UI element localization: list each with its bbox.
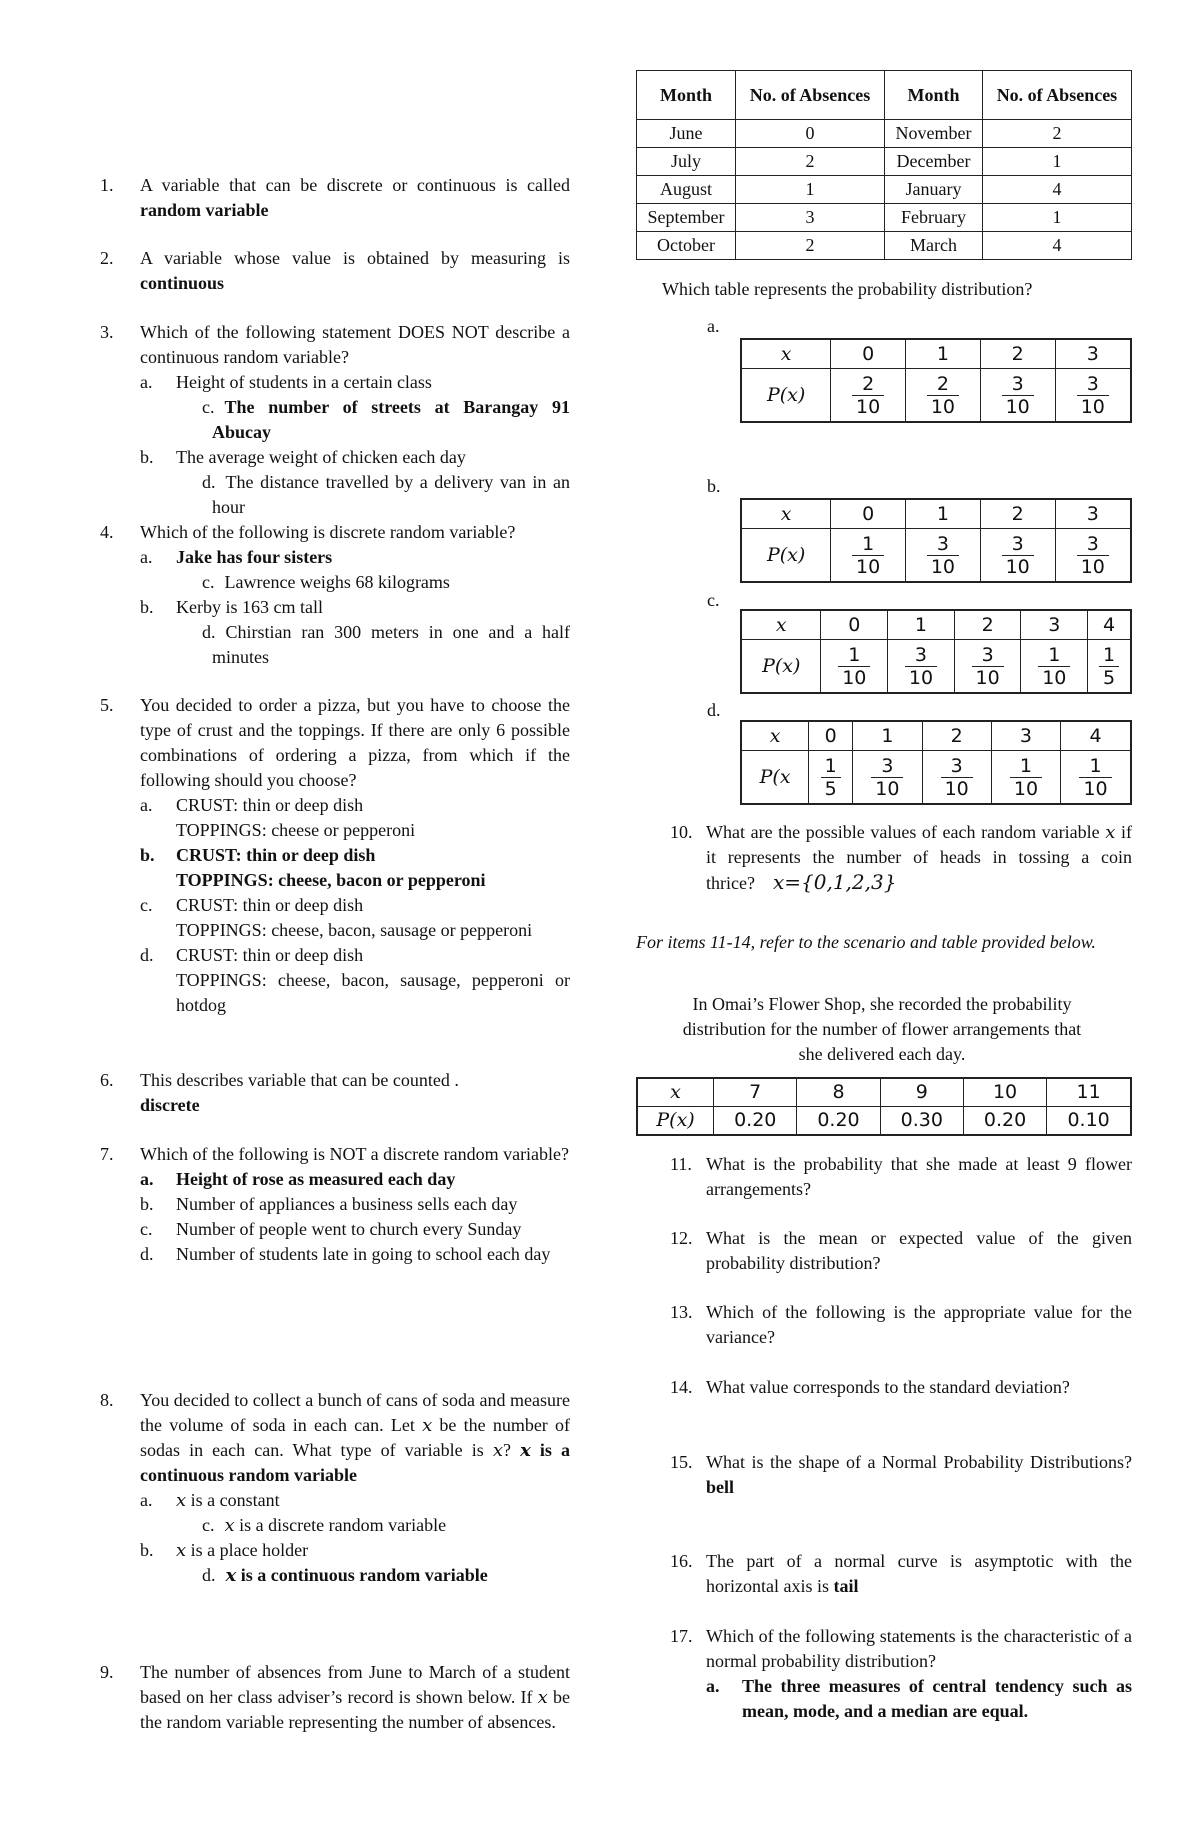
question-text: You decided to order a pizza, but you have to choose the type of crust and the toppings. If there are only 6 possible combinations of ordering a pizza, from which if the following should you choose? bbox=[140, 695, 570, 790]
probability-value: 0.10 bbox=[1047, 1107, 1131, 1136]
question-number: 2. bbox=[100, 248, 114, 268]
numerator: 1 bbox=[838, 644, 870, 667]
question-15: 15. What is the shape of a Normal Probability Distributions? bell bbox=[670, 1452, 1132, 1497]
question-5 bbox=[100, 693, 570, 1018]
option-a: a. Height of students in a certain class bbox=[140, 372, 432, 392]
numerator: 1 bbox=[1099, 644, 1119, 667]
x-row bbox=[637, 1078, 1131, 1107]
question-text: What value corresponds to the standard deviation? bbox=[706, 1377, 1070, 1397]
question-8 bbox=[100, 1388, 570, 1588]
option-a: a. x is a constant bbox=[140, 1490, 280, 1511]
question-3 bbox=[100, 320, 570, 520]
month-cell: August bbox=[637, 176, 736, 204]
question-text: Which of the following is NOT a discrete random variable? bbox=[140, 1144, 570, 1164]
option-b-label: b. bbox=[707, 476, 721, 496]
question-text: Which of the following statements is the characteristic of a normal probability distribution? bbox=[706, 1626, 1132, 1671]
question-10: 10. What are the possible values of each random variable x if it represents the number of heads in tossing a coin thrice? x={0,1,2,3} bbox=[670, 822, 1133, 894]
probability-row bbox=[741, 529, 1131, 583]
absences-row bbox=[637, 232, 1132, 260]
fraction bbox=[927, 533, 959, 578]
numerator: 3 bbox=[871, 755, 903, 778]
flower-distribution-table bbox=[636, 1077, 1132, 1136]
probability-value bbox=[906, 529, 981, 583]
px-label: P(x bbox=[759, 765, 791, 788]
option-a: a. Height of rose as measured each day bbox=[140, 1169, 456, 1189]
option-d: d. The distance travelled by a delivery van in an hour bbox=[202, 472, 570, 517]
question-text: The part of a normal curve is asymptotic with the horizontal axis is bbox=[706, 1551, 1132, 1596]
option-a: a. CRUST: thin or deep dish TOPPINGS: cheese or pepperoni bbox=[140, 795, 416, 840]
fraction bbox=[852, 373, 884, 418]
option-b: b. CRUST: thin or deep dish TOPPINGS: cheese, bacon or pepperoni bbox=[140, 845, 486, 890]
question-text: A variable that can be discrete or continuous is called bbox=[140, 175, 570, 195]
absences-cell: 3 bbox=[735, 204, 884, 232]
fraction bbox=[838, 644, 870, 689]
probability-value bbox=[821, 640, 888, 694]
x-label: x bbox=[775, 613, 787, 636]
question-number: 3. bbox=[100, 322, 114, 342]
question-9: 9. The number of absences from June to March of a student based on her class adviser’s record is shown below. If x be the random variable representing the number of absences. bbox=[100, 1662, 570, 1732]
numerator: 3 bbox=[1077, 373, 1109, 396]
x-value: 11 bbox=[1047, 1078, 1131, 1107]
fraction bbox=[1038, 644, 1070, 689]
denominator: 10 bbox=[975, 666, 1000, 689]
x-value: 1 bbox=[906, 499, 981, 529]
question-17: 17. Which of the following statements is the characteristic of a normal probability distribution? a. The three measures of central tendency such as mean, mode, and a median are equal. bbox=[632, 1624, 1132, 1724]
question-text: Which of the following statement DOES NOT describe a continuous random variable? bbox=[140, 322, 570, 367]
absences-cell: 0 bbox=[735, 120, 884, 148]
probability-row bbox=[741, 640, 1131, 694]
probability-value bbox=[809, 751, 853, 805]
header-absences: No. of Absences bbox=[982, 71, 1131, 120]
numerator: 3 bbox=[1002, 373, 1034, 396]
distribution-table-b bbox=[740, 498, 1132, 583]
absences-cell: 1 bbox=[982, 148, 1131, 176]
q9-prompt: Which table represents the probability distribution? bbox=[662, 279, 1033, 299]
x-value: 2 bbox=[980, 339, 1055, 369]
x-label: x bbox=[780, 502, 792, 525]
month-cell: November bbox=[885, 120, 983, 148]
question-6 bbox=[100, 1068, 570, 1118]
numerator: 1 bbox=[1038, 644, 1070, 667]
px-header bbox=[637, 1107, 714, 1136]
probability-value: 0.20 bbox=[963, 1107, 1046, 1136]
month-cell: July bbox=[637, 148, 736, 176]
x-value: 4 bbox=[1088, 610, 1131, 640]
option-c: c. CRUST: thin or deep dish TOPPINGS: cheese, bacon, sausage or pepperoni bbox=[140, 895, 533, 940]
x-header bbox=[637, 1078, 714, 1107]
x-value: 3 bbox=[1021, 610, 1088, 640]
question-text: Which of the following is the appropriate value for the variance? bbox=[706, 1302, 1132, 1347]
question-1 bbox=[100, 173, 570, 223]
month-cell: September bbox=[637, 204, 736, 232]
items-note: For items 11-14, refer to the scenario and table provided below. bbox=[636, 932, 1096, 952]
x-value: 2 bbox=[980, 499, 1055, 529]
absences-row bbox=[637, 204, 1132, 232]
fraction bbox=[821, 755, 841, 800]
probability-value: 0.20 bbox=[797, 1107, 880, 1136]
x-label: x bbox=[769, 724, 781, 747]
absences-row bbox=[637, 176, 1132, 204]
numerator: 2 bbox=[852, 373, 884, 396]
probability-value bbox=[980, 369, 1055, 423]
option-a-label: a. bbox=[707, 316, 720, 336]
px-label: P(x) bbox=[656, 1109, 695, 1131]
month-cell: February bbox=[885, 204, 983, 232]
question-number: 4. bbox=[100, 522, 114, 542]
answer-text: random variable bbox=[140, 200, 269, 220]
x-header bbox=[741, 499, 831, 529]
question-text: This describes variable that can be counted . bbox=[140, 1070, 459, 1090]
fraction bbox=[941, 755, 973, 800]
probability-value: 0.20 bbox=[714, 1107, 797, 1136]
x-header bbox=[741, 721, 809, 751]
probability-value bbox=[1021, 640, 1088, 694]
x-value: 2 bbox=[954, 610, 1021, 640]
x-value: 3 bbox=[1055, 339, 1131, 369]
x-label: x bbox=[670, 1081, 681, 1103]
absences-cell: 2 bbox=[982, 120, 1131, 148]
px-header bbox=[741, 369, 831, 423]
answer-text: bell bbox=[706, 1477, 735, 1497]
answer-text: discrete bbox=[140, 1095, 200, 1115]
question-text: What is the probability that she made at least 9 flower arrangements? bbox=[706, 1154, 1132, 1199]
x-header bbox=[741, 610, 821, 640]
fraction bbox=[1010, 755, 1042, 800]
probability-value bbox=[954, 640, 1021, 694]
question-number: 10. bbox=[670, 822, 693, 842]
absences-cell: 4 bbox=[982, 232, 1131, 260]
header-absences: No. of Absences bbox=[735, 71, 884, 120]
option-c: c. The number of streets at Barangay 91 Abucay bbox=[202, 397, 570, 442]
denominator: 10 bbox=[930, 555, 955, 578]
denominator: 10 bbox=[856, 555, 881, 578]
px-header bbox=[741, 751, 809, 805]
x-value: 2 bbox=[922, 721, 991, 751]
x-value: 7 bbox=[714, 1078, 797, 1107]
option-c: c. Lawrence weighs 68 kilograms bbox=[202, 572, 450, 592]
x-header bbox=[741, 339, 831, 369]
probability-value bbox=[1055, 369, 1131, 423]
denominator: 5 bbox=[1103, 666, 1116, 689]
absences-cell: 4 bbox=[982, 176, 1131, 204]
absences-cell: 2 bbox=[735, 232, 884, 260]
option-b: b. Kerby is 163 cm tall bbox=[140, 597, 323, 617]
probability-value bbox=[888, 640, 955, 694]
distribution-table-a bbox=[740, 338, 1132, 423]
question-number: 1. bbox=[100, 175, 114, 195]
numerator: 1 bbox=[821, 755, 841, 778]
denominator: 10 bbox=[908, 666, 934, 689]
question-text: What are the possible values of each random variable bbox=[706, 822, 1106, 842]
absences-cell: 2 bbox=[735, 148, 884, 176]
x-value: 0 bbox=[831, 339, 906, 369]
month-cell: June bbox=[637, 120, 736, 148]
numerator: 2 bbox=[927, 373, 959, 396]
question-16: 16. The part of a normal curve is asymptotic with the horizontal axis is tail bbox=[670, 1551, 1132, 1596]
option-b: b. Number of appliances a business sells each day bbox=[140, 1194, 518, 1214]
month-cell: January bbox=[885, 176, 983, 204]
option-b: b. x is a place holder bbox=[140, 1540, 309, 1561]
question-13: 13. Which of the following is the appropriate value for the variance? bbox=[632, 1300, 1132, 1350]
x-row bbox=[741, 610, 1131, 640]
month-cell: December bbox=[885, 148, 983, 176]
absences-table bbox=[636, 70, 1132, 260]
denominator: 10 bbox=[1080, 555, 1105, 578]
absences-row bbox=[637, 148, 1132, 176]
numerator: 3 bbox=[1077, 533, 1109, 556]
month-cell: March bbox=[885, 232, 983, 260]
question-text: What is the shape of a Normal Probability Distributions? bbox=[706, 1452, 1132, 1472]
denominator: 10 bbox=[1042, 666, 1067, 689]
answer-text: continuous bbox=[140, 273, 225, 293]
question-text: The number of absences from June to March of a student based on her class adviser’s record is shown below. If bbox=[140, 1662, 570, 1707]
absences-cell: 1 bbox=[982, 204, 1131, 232]
answer-text: tail bbox=[833, 1576, 859, 1596]
question-number: 5. bbox=[100, 695, 114, 715]
scenario-text: In Omai’s Flower Shop, she recorded the probability distribution for the number of flower arrangements that she delivered each day. bbox=[682, 994, 1082, 1064]
probability-value bbox=[980, 529, 1055, 583]
x-row bbox=[741, 339, 1131, 369]
option-c-label: c. bbox=[707, 590, 720, 610]
x-value: 3 bbox=[1055, 499, 1131, 529]
probability-value bbox=[853, 751, 922, 805]
x-value: 1 bbox=[906, 339, 981, 369]
x-value: 0 bbox=[821, 610, 888, 640]
fraction bbox=[1077, 373, 1109, 418]
px-label: P(x) bbox=[766, 383, 806, 406]
question-text: What is the mean or expected value of the given probability distribution? bbox=[706, 1228, 1132, 1273]
question-number: 6. bbox=[100, 1070, 114, 1090]
denominator: 10 bbox=[1013, 777, 1039, 800]
question-number: 8. bbox=[100, 1390, 114, 1410]
denominator: 5 bbox=[824, 777, 837, 800]
fraction bbox=[1079, 755, 1111, 800]
answer-text: x={0,1,2,3} bbox=[772, 870, 897, 894]
probability-value: 0.30 bbox=[880, 1107, 963, 1136]
denominator: 10 bbox=[1005, 555, 1030, 578]
question-text: Which of the following is discrete random variable? bbox=[140, 522, 516, 542]
option-d-label: d. bbox=[707, 700, 721, 720]
px-label: P(x) bbox=[766, 543, 806, 566]
option-b: b. The average weight of chicken each day bbox=[140, 447, 466, 467]
fraction bbox=[852, 533, 884, 578]
absences-row bbox=[637, 120, 1132, 148]
x-value: 0 bbox=[809, 721, 853, 751]
question-12: 12. What is the mean or expected value of the given probability distribution? bbox=[632, 1226, 1132, 1276]
denominator: 10 bbox=[856, 395, 881, 418]
denominator: 10 bbox=[944, 777, 969, 800]
x-value: 8 bbox=[797, 1078, 880, 1107]
x-value: 4 bbox=[1061, 721, 1131, 751]
option-a: a. Jake has four sisters bbox=[140, 547, 333, 567]
denominator: 10 bbox=[1083, 777, 1108, 800]
fraction bbox=[1002, 533, 1034, 578]
probability-row bbox=[741, 369, 1131, 423]
x-value: 1 bbox=[853, 721, 922, 751]
px-header bbox=[741, 640, 821, 694]
fraction bbox=[927, 373, 959, 418]
denominator: 10 bbox=[930, 395, 955, 418]
absences-table-header bbox=[637, 71, 1132, 120]
question-2 bbox=[100, 246, 570, 296]
numerator: 3 bbox=[905, 644, 937, 667]
probability-row bbox=[637, 1107, 1131, 1136]
fraction bbox=[871, 755, 903, 800]
numerator: 1 bbox=[1010, 755, 1042, 778]
absences-cell: 1 bbox=[735, 176, 884, 204]
x-value: 9 bbox=[880, 1078, 963, 1107]
numerator: 3 bbox=[927, 533, 959, 556]
probability-value bbox=[831, 369, 906, 423]
x-value: 0 bbox=[831, 499, 906, 529]
question-text: A variable whose value is obtained by measuring is bbox=[140, 248, 570, 268]
x-row bbox=[741, 499, 1131, 529]
question-number: 9. bbox=[100, 1662, 114, 1682]
distribution-table-d bbox=[740, 720, 1132, 805]
header-month: Month bbox=[885, 71, 983, 120]
probability-row bbox=[741, 751, 1131, 805]
px-label: P(x) bbox=[762, 654, 801, 677]
question-11: 11. What is the probability that she made at least 9 flower arrangements? bbox=[632, 1152, 1132, 1202]
header-month: Month bbox=[637, 71, 736, 120]
probability-value bbox=[906, 369, 981, 423]
probability-value bbox=[1055, 529, 1131, 583]
probability-value bbox=[1088, 640, 1131, 694]
denominator: 10 bbox=[875, 777, 900, 800]
fraction bbox=[1099, 644, 1119, 689]
option-d: d. Number of students late in going to school each day bbox=[140, 1244, 551, 1264]
numerator: 3 bbox=[1002, 533, 1034, 556]
x-value: 3 bbox=[991, 721, 1060, 751]
probability-value bbox=[831, 529, 906, 583]
denominator: 10 bbox=[842, 666, 867, 689]
probability-value bbox=[1061, 751, 1131, 805]
fraction bbox=[972, 644, 1004, 689]
numerator: 3 bbox=[941, 755, 973, 778]
option-d: d. CRUST: thin or deep dish TOPPINGS: cheese, bacon, sausage, pepperoni or hotdog bbox=[140, 945, 570, 1015]
fraction bbox=[905, 644, 937, 689]
question-text: You decided to collect a bunch of cans of soda and measure the volume of soda in each can. Let x be the number of sodas in each can. What type of variable is x? x is a continuous random variable bbox=[140, 1390, 570, 1485]
question-number: 7. bbox=[100, 1144, 114, 1164]
x-row bbox=[741, 721, 1131, 751]
x-label: x bbox=[780, 342, 792, 365]
px-header bbox=[741, 529, 831, 583]
numerator: 1 bbox=[852, 533, 884, 556]
option-d: d. x is a continuous random variable bbox=[202, 1565, 488, 1586]
denominator: 10 bbox=[1005, 395, 1030, 418]
option-c: c. x is a discrete random variable bbox=[202, 1515, 447, 1536]
x-value: 1 bbox=[888, 610, 955, 640]
probability-value bbox=[991, 751, 1060, 805]
question-4 bbox=[100, 520, 570, 670]
fraction bbox=[1077, 533, 1109, 578]
option-d: d. Chirstian ran 300 meters in one and a half minutes bbox=[202, 622, 570, 667]
numerator: 1 bbox=[1079, 755, 1111, 778]
probability-value bbox=[922, 751, 991, 805]
x-value: 10 bbox=[963, 1078, 1046, 1107]
distribution-table-c bbox=[740, 609, 1132, 694]
question-14: 14. What value corresponds to the standard deviation? bbox=[632, 1375, 1132, 1400]
option-a: a. The three measures of central tendency such as mean, mode, and a median are equal. bbox=[706, 1676, 1132, 1721]
month-cell: October bbox=[637, 232, 736, 260]
question-7 bbox=[100, 1142, 570, 1267]
fraction bbox=[1002, 373, 1034, 418]
option-c: c. Number of people went to church every Sunday bbox=[140, 1219, 522, 1239]
numerator: 3 bbox=[972, 644, 1004, 667]
denominator: 10 bbox=[1080, 395, 1105, 418]
